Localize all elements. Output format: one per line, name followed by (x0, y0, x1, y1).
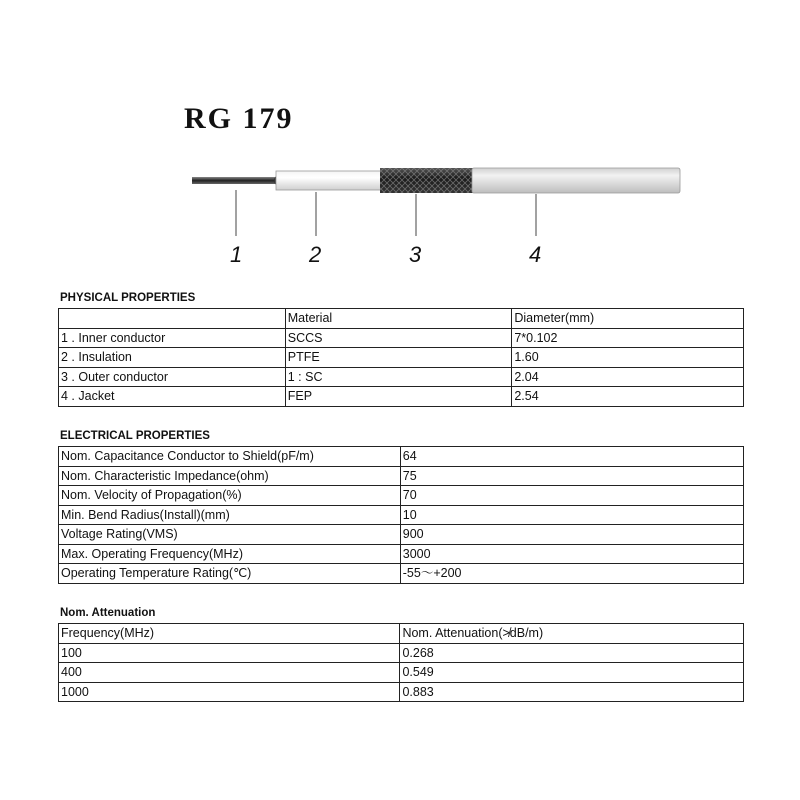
table-cell: 0.549 (400, 663, 744, 683)
table-cell: 75 (400, 466, 743, 486)
table-cell: 3 . Outer conductor (59, 367, 286, 387)
table-cell: 2.54 (512, 387, 744, 407)
table-row (59, 486, 744, 506)
jacket (472, 168, 680, 193)
table-cell: Min. Bend Radius(Install)(mm) (59, 505, 401, 525)
callout-3: 3 (409, 242, 422, 267)
table-row (59, 348, 744, 368)
table-cell: -55～+200 (400, 564, 743, 584)
table-cell: 1 . Inner conductor (59, 328, 286, 348)
table-cell: Nom. Capacitance Conductor to Shield(pF/m) (59, 447, 401, 467)
table-cell: 4 . Jacket (59, 387, 286, 407)
table-cell: 70 (400, 486, 743, 506)
electrical-properties-table (58, 446, 744, 584)
table-row (59, 367, 744, 387)
attenuation-title: Nom. Attenuation (60, 607, 156, 619)
table-cell: 900 (400, 525, 743, 545)
table-cell: 1.60 (512, 348, 744, 368)
table-cell: 2.04 (512, 367, 744, 387)
electrical-properties-title: ELECTRICAL PROPERTIES (60, 430, 210, 442)
table-cell: FEP (285, 387, 512, 407)
table-row (59, 544, 744, 564)
table-cell: 3000 (400, 544, 743, 564)
table-row (59, 309, 744, 329)
outer-conductor (380, 168, 474, 193)
table-row (59, 624, 744, 644)
header-cell: Material (285, 309, 512, 329)
insulation (276, 171, 382, 190)
callout-4: 4 (529, 242, 542, 267)
table-cell: Nom. Velocity of Propagation(%) (59, 486, 401, 506)
table-cell: 2 . Insulation (59, 348, 286, 368)
table-cell: 0.268 (400, 643, 744, 663)
inner-conductor (192, 176, 282, 186)
table-row (59, 387, 744, 407)
attenuation-table (58, 623, 744, 702)
table-cell: 64 (400, 447, 743, 467)
header-cell: Nom. Attenuation(≯dB/m) (400, 624, 744, 644)
table-row (59, 505, 744, 525)
table-cell: PTFE (285, 348, 512, 368)
table-cell: Nom. Characteristic Impedance(ohm) (59, 466, 401, 486)
table-cell: 400 (59, 663, 400, 683)
physical-properties-table (58, 308, 744, 407)
table-row (59, 564, 744, 584)
table-cell: 10 (400, 505, 743, 525)
table-row (59, 447, 744, 467)
table-row (59, 328, 744, 348)
header-cell: Diameter(mm) (512, 309, 744, 329)
table-row (59, 466, 744, 486)
table-cell: SCCS (285, 328, 512, 348)
header-cell (59, 309, 286, 329)
table-cell: 0.883 (400, 682, 744, 702)
cable-diagram (0, 0, 800, 280)
table-cell: 1000 (59, 682, 400, 702)
table-row (59, 682, 744, 702)
table-cell: Operating Temperature Rating(℃) (59, 564, 401, 584)
cable-title: RG 179 (184, 102, 294, 135)
callout-1: 1 (230, 242, 243, 267)
table-cell: Voltage Rating(VMS) (59, 525, 401, 545)
callout-2: 2 (309, 242, 322, 267)
header-cell: Frequency(MHz) (59, 624, 400, 644)
table-row (59, 643, 744, 663)
callout-lines (236, 190, 536, 236)
table-cell: 1 : SC (285, 367, 512, 387)
table-row (59, 663, 744, 683)
table-cell: Max. Operating Frequency(MHz) (59, 544, 401, 564)
table-cell: 100 (59, 643, 400, 663)
table-row (59, 525, 744, 545)
table-cell: 7*0.102 (512, 328, 744, 348)
physical-properties-title: PHYSICAL PROPERTIES (60, 292, 196, 304)
